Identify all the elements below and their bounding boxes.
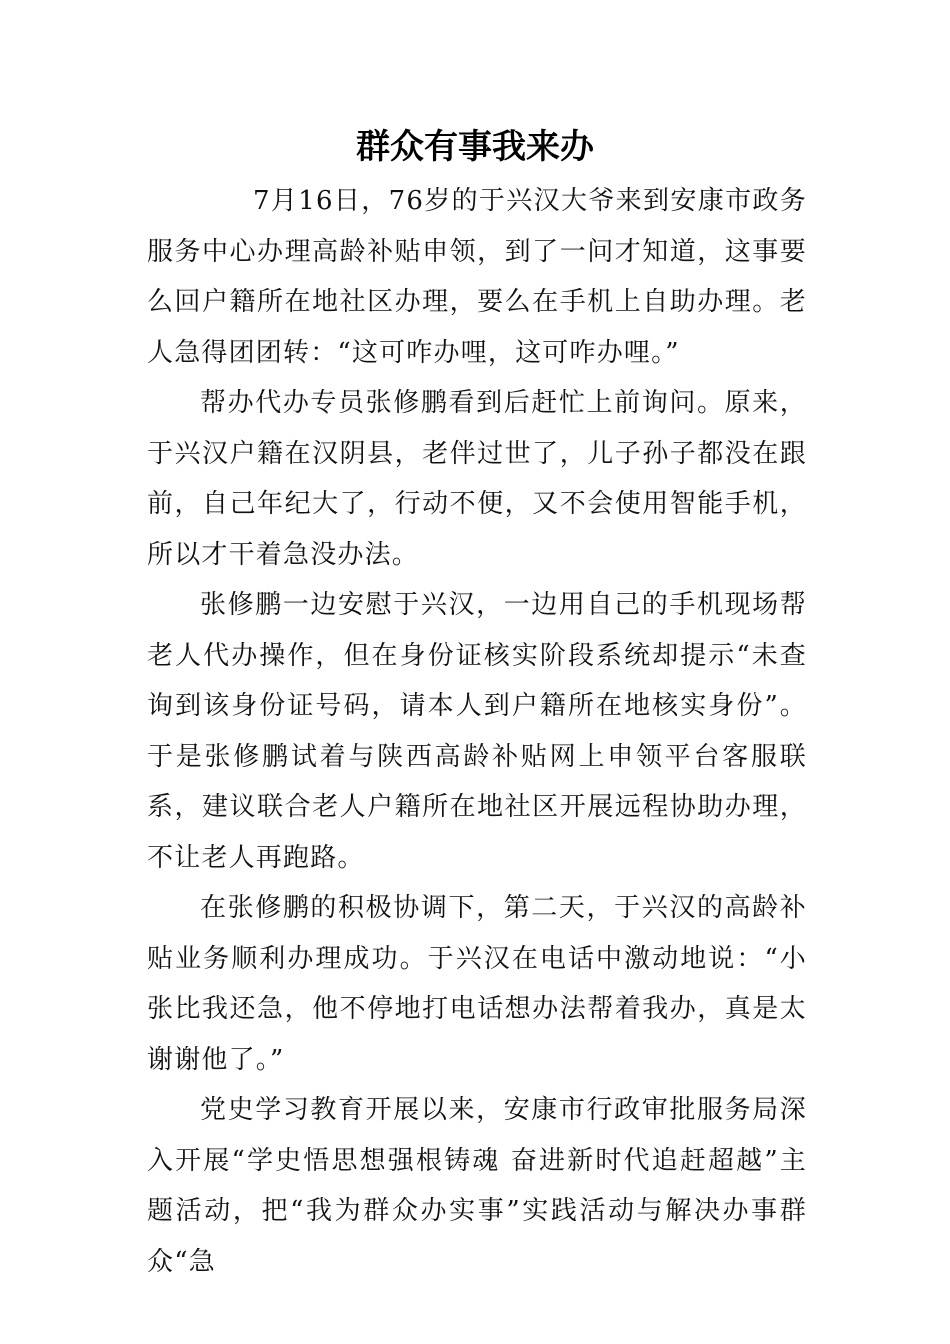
paragraph: 张修鹏一边安慰于兴汉，一边用自己的手机现场帮老人代办操作，但在身份证核实阶段系统却提示“未查询到该身份证号码，请本人到户籍所在地核实身份”。于是张修鹏试着与陕西高龄补贴网上申领平台客服联系，建议联合老人户籍所在地社区开展远程协助办理，不让老人再跑路。 (147, 590, 807, 873)
paragraph: 党史学习教育开展以来，安康市行政审批服务局深入开展“学史悟思想强根铸魂 奋进新时代追赶超越”主题活动，把“我为群众办实事”实践活动与解决办事群众“急 (147, 1095, 807, 1277)
document-title: 群众有事我来办 (356, 127, 594, 167)
paragraph: 在张修鹏的积极协调下，第二天，于兴汉的高龄补贴业务顺利办理成功。于兴汉在电话中激动地说：“小张比我还急，他不停地打电话想办法帮着我办，真是太谢谢他了。” (147, 893, 807, 1075)
paragraph: 帮办代办专员张修鹏看到后赶忙上前询问。原来，于兴汉户籍在汉阴县，老伴过世了，儿子孙子都没在跟前，自己年纪大了，行动不便，又不会使用智能手机，所以才干着急没办法。 (147, 388, 807, 570)
article-body (147, 176, 807, 1287)
paragraph: 7月16日，76岁的于兴汉大爷来到安康市政务服务中心办理高龄补贴申领，到了一问才知道，这事要么回户籍所在地社区办理，要么在手机上自助办理。老人急得团团转：“这可咋办哩，这可咋办哩。” (147, 186, 807, 368)
